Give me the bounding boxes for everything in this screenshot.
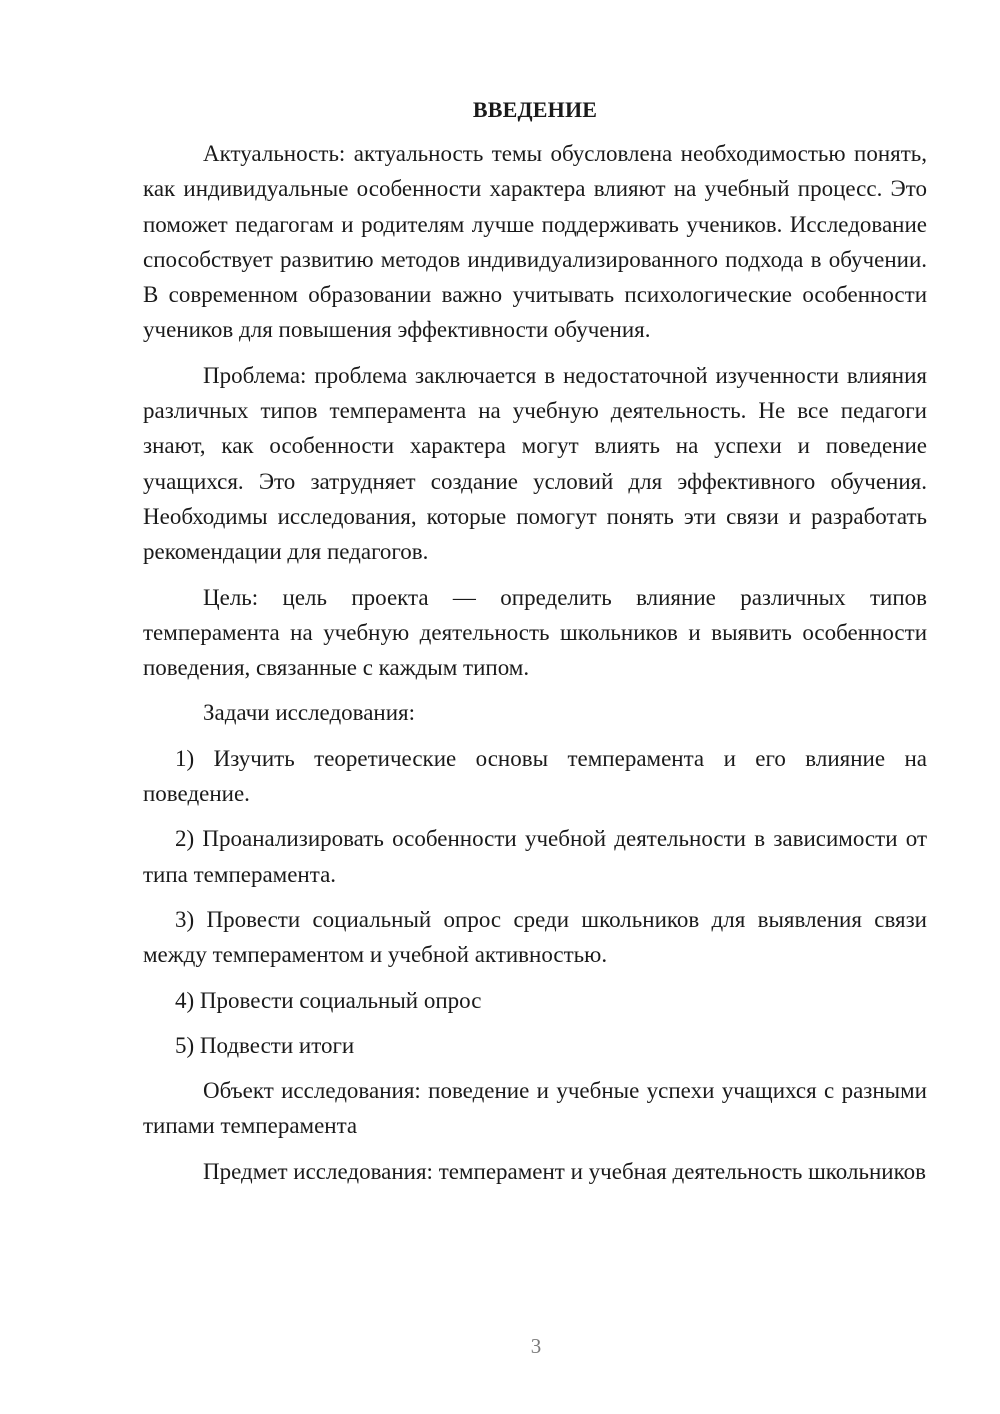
- page-content: [143, 94, 927, 1199]
- problem-paragraph: Проблема: проблема заключается в недостаточной изученности влияния различных типов темперамента на учебную деятельность. Не все педагоги знают, как особенности характера могут влиять на успехи и поведение учащихся. Это затрудняет создание условий для эффективного обучения. Необходимы исследования, которые помогут понять эти связи и разработать рекомендации для педагогов.: [143, 362, 927, 565]
- goal-paragraph: Цель: цель проекта — определить влияние различных типов темперамента на учебную деятельность школьников и выявить особенности поведения, связанные с каждым типом.: [143, 584, 927, 681]
- tasks-title: Задачи исследования:: [203, 700, 416, 726]
- section-heading: ВВЕДЕНИЕ: [472, 97, 598, 122]
- subject-paragraph: Предмет исследования: темперамент и учебная деятельность школьников: [203, 1158, 926, 1184]
- task-item: 4) Провести социальный опрос: [175, 987, 482, 1013]
- task-item: 3) Провести социальный опрос среди школьников для выявления связи между темпераментом и учебной активностью.: [143, 906, 927, 968]
- object-paragraph: Объект исследования: поведение и учебные успехи учащихся с разными типами темперамента: [143, 1078, 927, 1139]
- task-item: 5) Подвести итоги: [175, 1032, 355, 1058]
- task-item: 2) Проанализировать особенности учебной деятельности в зависимости от типа темперамента.: [143, 826, 927, 887]
- page-number: 3: [530, 1334, 542, 1358]
- relevance-paragraph: Актуальность: актуальность темы обусловлена необходимостью понять, как индивидуальные особенности характера влияют на учебный процесс. Это поможет педагогам и родителям лучше поддерживать учеников. Исследование способствует развитию методов индивидуализированного подхода в обучении. В современном образовании важно учитывать психологические особенности учеников для повышения эффективности обучения.: [143, 141, 927, 343]
- task-item: 1) Изучить теоретические основы темперамента и его влияние на поведение.: [143, 745, 927, 807]
